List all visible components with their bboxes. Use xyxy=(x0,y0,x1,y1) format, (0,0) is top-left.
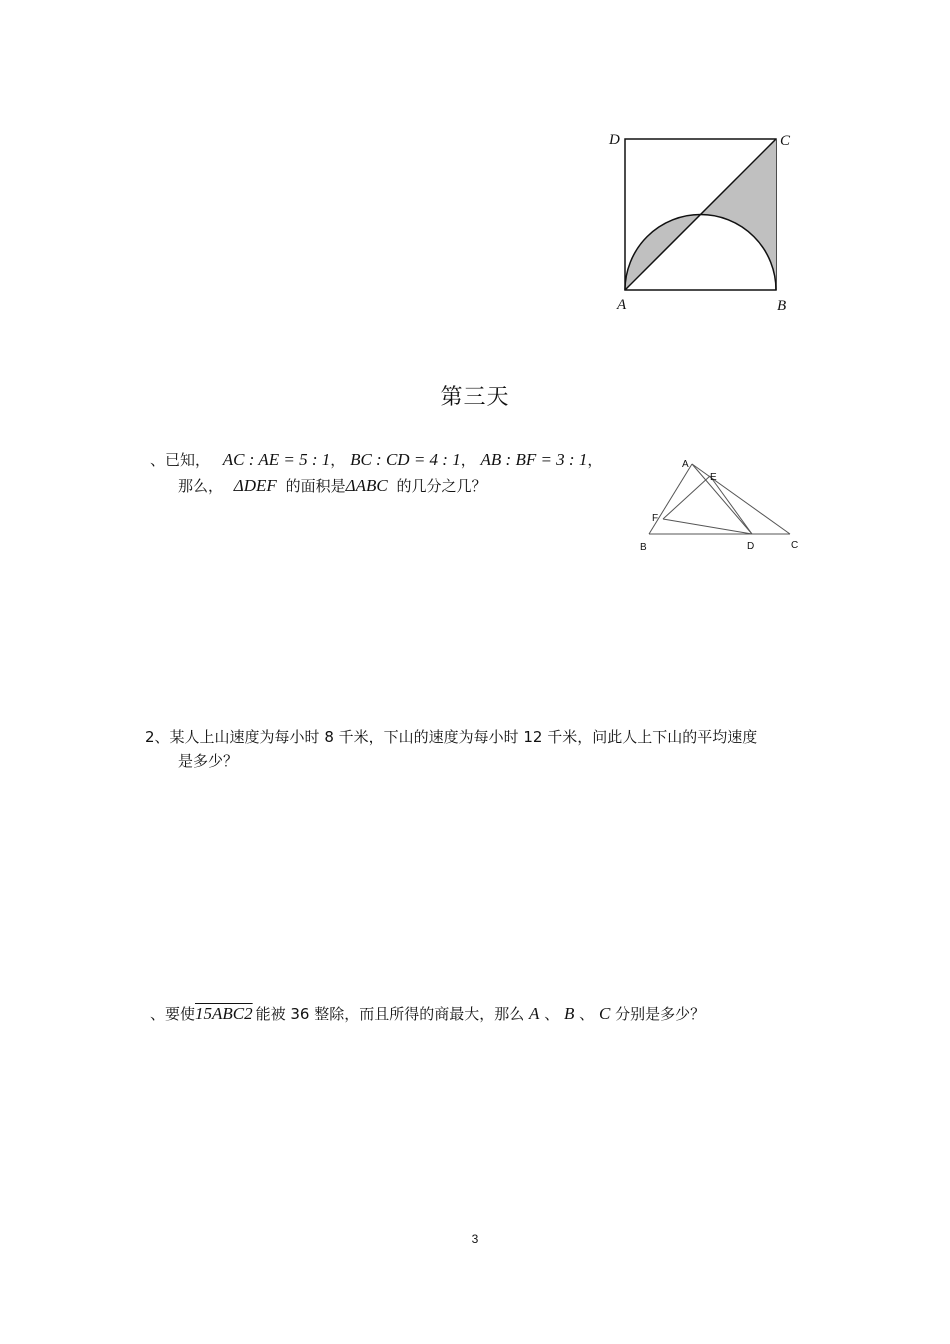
q1-triangle-abc: ΔABC xyxy=(345,476,388,495)
q1-ratio-1: AC : AE = 5 : 1 xyxy=(222,450,331,469)
side-ac xyxy=(692,464,790,534)
q1-sep-3: ， xyxy=(587,451,603,469)
question-2-line-2: 是多少？ xyxy=(178,752,239,770)
q1-suffix: 的几分之几？ xyxy=(396,477,487,495)
label-d: D xyxy=(609,132,620,148)
question-3 xyxy=(150,1003,705,1025)
q3-var-c: C xyxy=(598,1004,611,1023)
q1-mid-text: 的面积是 xyxy=(285,477,346,495)
segment-ed xyxy=(710,476,752,534)
tri-label-a: A xyxy=(682,459,689,470)
q1-prefix: 、已知， xyxy=(150,451,211,469)
q3-prefix: 、要使 xyxy=(150,1005,196,1023)
tri-label-b: B xyxy=(640,542,647,553)
question-1-line-1 xyxy=(150,449,602,471)
question-2-line-1: 2、某人上山速度为每小时 8 千米，下山的速度为每小时 12 千米，问此人上下山的平均速度 xyxy=(145,728,758,746)
q3-mid: 能被 36 整除，而且所得的商最大，那么 xyxy=(255,1005,525,1023)
tri-label-e: E xyxy=(710,472,717,483)
q3-sep-1: 、 xyxy=(544,1005,560,1023)
triangle-figure xyxy=(630,452,810,557)
shaded-region-right xyxy=(701,139,777,290)
q1-sep-2: ， xyxy=(460,451,476,469)
question-1-line-2 xyxy=(178,475,487,497)
segment-ad xyxy=(692,464,752,534)
q3-var-a: A xyxy=(529,1004,540,1023)
q1-ratio-3: AB : BF = 3 : 1 xyxy=(480,450,588,469)
segment-ef xyxy=(663,476,710,519)
tri-label-f: F xyxy=(652,513,659,524)
q3-var-b: B xyxy=(564,1004,575,1023)
q3-sep-2: 、 xyxy=(579,1005,595,1023)
q1-line2-prefix: 那么， xyxy=(178,477,224,495)
label-b: B xyxy=(777,298,787,314)
square-semicircle-figure xyxy=(600,125,810,320)
q1-sep-1: ， xyxy=(330,451,346,469)
tri-label-d: D xyxy=(747,541,755,552)
tri-label-c: C xyxy=(791,540,799,551)
segment-fd xyxy=(663,519,752,534)
page-title: 第三天 xyxy=(440,385,510,410)
label-a: A xyxy=(617,297,627,313)
q1-ratio-2: BC : CD = 4 : 1 xyxy=(350,450,461,469)
q3-suffix: 分别是多少？ xyxy=(615,1005,706,1023)
page-number: 3 xyxy=(471,1232,479,1246)
q3-number: 15ABC2 xyxy=(195,1004,253,1023)
q1-triangle-def: ΔDEF xyxy=(233,476,277,495)
label-c: C xyxy=(780,133,791,149)
